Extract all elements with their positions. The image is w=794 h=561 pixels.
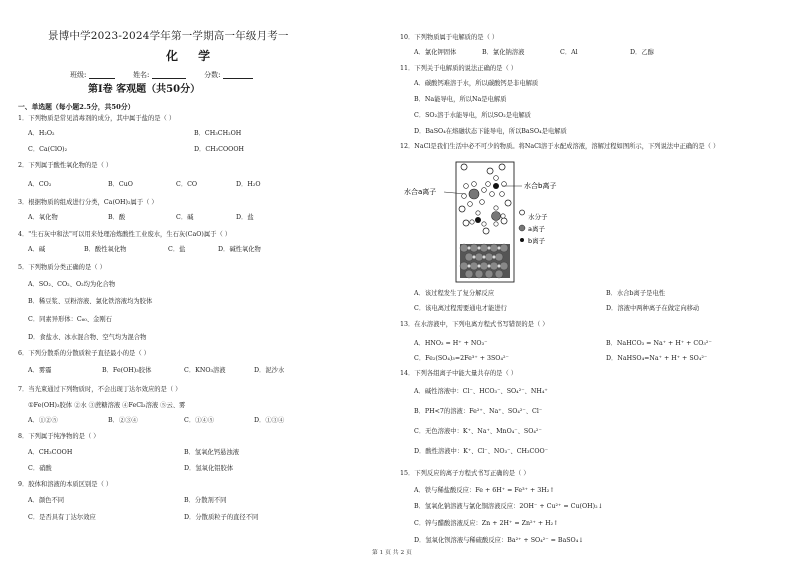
q7-option-a: A．①②⑤: [28, 417, 58, 424]
q2-option-c: C．CO: [176, 181, 198, 188]
q7-items: ①Fe(OH)₃胶体 ②水 ③蔗糖溶液 ④FeCl₃溶液 ⑤云、雾: [28, 402, 186, 409]
legend-water-icon: [520, 210, 525, 215]
q14-option-d: D．酸性溶液中：K⁺、Cl⁻、NO₃⁻、CH₃COO⁻: [414, 448, 549, 455]
q12-option-a: A．该过程发生了复分解反应: [414, 290, 495, 297]
legend-b-icon: [520, 238, 524, 242]
q12-option-c: C．该电离过程需要通电才能进行: [414, 305, 507, 312]
legend-b: b离子: [528, 237, 546, 245]
q10-option-d: D．乙醇: [630, 49, 654, 56]
subject-title: 化 学: [166, 49, 219, 63]
q8-option-c: C．硝酸: [28, 465, 52, 472]
hydrated-ions-lower: [470, 206, 505, 226]
score-field[interactable]: [223, 71, 253, 79]
q9-option-d: D．分散质粒子的直径不同: [184, 514, 259, 521]
q3-option-c: C．碱: [176, 214, 194, 221]
question-10: 10．下列物质属于电解质的是（ ）: [400, 34, 499, 41]
q8-option-b: B．氢氧化钙悬浊液: [184, 449, 240, 456]
page-footer: 第 1 页 共 2 页: [372, 550, 412, 556]
legend-a-icon: [519, 225, 525, 231]
score-label: 分数:: [204, 71, 221, 79]
q4-option-c: C．盐: [168, 246, 186, 253]
q7-option-b: B．②③④: [108, 417, 138, 424]
question-1: 1．下列物质是常见消毒剂的成分，其中属于盐的是（ ）: [18, 115, 176, 122]
q6-option-b: B．Fe(OH)₃胶体: [102, 367, 152, 374]
q11-option-b: B．Na能导电，所以Na是电解质: [414, 96, 507, 103]
q9-option-b: B．分散剂不同: [184, 497, 227, 504]
q3-option-d: D．盐: [236, 214, 254, 221]
q10-option-c: C．Al: [560, 49, 578, 56]
q3-option-b: B．酸: [108, 214, 126, 221]
q4-option-b: B．酸性氧化物: [84, 246, 127, 253]
q13-option-c: C．Fe₂(SO₄)₃=2Fe³⁺ + 3SO₄²⁻: [414, 355, 509, 362]
q2-option-b: B．CuO: [108, 181, 133, 188]
q5-option-c: C．同素异形体：C₆₀、金刚石: [28, 316, 112, 323]
q6-option-c: C．KNO₃溶液: [184, 367, 226, 374]
diagram-legend: [519, 210, 548, 245]
q1-option-b: B．CH₃CH₂OH: [194, 130, 242, 137]
q11-option-a: A．碳酸钙难溶于水，所以碳酸钙是非电解质: [414, 80, 539, 87]
name-field[interactable]: [152, 71, 186, 79]
class-label: 班级:: [70, 71, 87, 79]
q9-option-a: A．颜色不同: [28, 497, 65, 504]
q2-option-d: D．H₂O: [236, 181, 261, 188]
label-hydrated-b: 水合b离子: [524, 182, 557, 190]
q11-option-c: C．SO₂溶于水能导电，所以SO₂是电解质: [414, 112, 531, 119]
question-2: 2．下列属于酸性氧化物的是（ ）: [18, 162, 113, 169]
q10-option-b: B．氯化钠溶液: [482, 49, 525, 56]
student-info-row: [70, 71, 253, 79]
question-12: 12．NaCl是我们生活中必不可少的物质。将NaCl溶于水配成溶液，溶解过程如图所示，下列说法中正确的是（ ）: [400, 143, 720, 150]
label-hydrated-a: 水合a离子: [404, 188, 437, 196]
question-11: 11．下列关于电解质的说法正确的是（ ）: [400, 65, 518, 72]
q1-option-d: D．CH₃COOOH: [194, 146, 244, 153]
q11-option-d: D．BaSO₄在熔融状态下能导电，所以BaSO₄是电解质: [414, 128, 567, 135]
q15-option-b: B．氢氧化钠溶液与氯化铜溶液反应：2OH⁻ + Cu²⁺ = Cu(OH)₂↓: [414, 503, 603, 510]
q4-option-d: D．碱性氧化物: [218, 246, 261, 253]
question-7: 7．当光束通过下列物质时，不会出现丁达尔效应的是（ ）: [18, 386, 182, 393]
q15-option-a: A．铁与稀盐酸反应：Fe + 6H⁺ = Fe³⁺ + 3H₂↑: [414, 487, 555, 494]
q8-option-a: A．CH₃COOH: [28, 449, 73, 456]
name-label: 姓名:: [133, 71, 150, 79]
q9-option-c: C．是否具有丁达尔效应: [28, 514, 96, 521]
q1-option-a: A．H₂O₂: [28, 130, 55, 137]
q13-option-d: D．NaHSO₄=Na⁺ + H⁺ + SO₄²⁻: [606, 355, 708, 362]
question-13: 13．在水溶液中，下列电离方程式书写错误的是（ ）: [400, 321, 549, 328]
q4-option-a: A．碱: [28, 246, 46, 253]
q7-option-d: D．①③④: [254, 417, 285, 424]
q13-option-b: B．NaHCO₃ = Na⁺ + H⁺ + CO₃²⁻: [606, 340, 712, 347]
question-9: 9．胶体和溶液的本质区别是（ ）: [18, 481, 113, 488]
question-6: 6．下列分散系的分散质粒子直径最小的是（ ）: [18, 350, 150, 357]
q12-option-b: B．水合b离子是电性: [606, 290, 666, 297]
q1-option-c: C．Ca(ClO)₂: [28, 146, 68, 153]
question-14: 14．下列各组离子中能大量共存的是（ ）: [400, 370, 518, 377]
class-field[interactable]: [89, 71, 115, 79]
q15-option-c: C．锌与醋酸溶液反应：Zn + 2H⁺ = Zn²⁺ + H₂↑: [414, 520, 559, 527]
q5-option-d: D．食盐水、冰水混合物、空气均为混合物: [28, 334, 147, 341]
part-title: 第Ⅰ卷 客观题（共50分）: [88, 84, 201, 95]
q6-option-d: D．泥沙水: [254, 367, 285, 374]
q14-option-b: B．PH<7的溶液：Fe²⁺、Na⁺、SO₄²⁻、Cl⁻: [414, 408, 543, 415]
question-3: 3．根据物质的组成进行分类，Ca(OH)₂属于（ ）: [18, 199, 158, 206]
legend-water: 水分子: [528, 213, 548, 221]
q5-option-b: B．稀豆浆、豆粉溶液、氯化铁溶液均为胶体: [28, 298, 153, 305]
legend-a: a离子: [528, 225, 545, 233]
question-15: 15．下列反应的离子方程式书写正确的是（ ）: [400, 470, 530, 477]
q3-option-a: A．氧化物: [28, 214, 58, 221]
q7-option-c: C．①④⑤: [184, 417, 215, 424]
exam-title: 景博中学2023-2024学年第一学期高一年级月考一: [48, 30, 289, 42]
q13-option-a: A．HNO₃ = H⁺ + NO₃⁻: [414, 340, 488, 347]
callout-line-a: [444, 192, 466, 194]
dissolution-diagram: [404, 156, 584, 286]
section-title: 一、单选题（每小题2.5分，共50分）: [18, 103, 135, 111]
question-8: 8．下列属于纯净物的是（ ）: [18, 433, 100, 440]
q6-option-a: A．雾霾: [28, 367, 52, 374]
question-4: 4．"生石灰中和法"可以用来处理冶炼酸性工业废水，生石灰(CaO)属于（ ）: [18, 231, 232, 238]
q15-option-d: D．氢氧化钡溶液与稀硫酸反应：Ba²⁺ + SO₄²⁻ = BaSO₄↓: [414, 537, 584, 544]
crystal-lattice: [460, 244, 510, 278]
question-5: 5．下列物质分类正确的是（ ）: [18, 264, 106, 271]
q2-option-a: A．CO₂: [28, 181, 52, 188]
q12-option-d: D．溶液中两种离子在做定向移动: [606, 305, 700, 312]
q14-option-a: A．碱性溶液中：Cl⁻、HCO₃⁻、SO₄²⁻、NH₄⁺: [414, 388, 548, 395]
q8-option-d: D．氢氧化铝胶体: [184, 465, 234, 472]
q14-option-c: C．无色溶液中：K⁺、Na⁺、MnO₄⁻、SO₄²⁻: [414, 428, 542, 435]
q5-option-a: A．SO₂、CO₂、O₂均为化合物: [28, 281, 116, 288]
q10-option-a: A．氯化钾固体: [414, 49, 457, 56]
